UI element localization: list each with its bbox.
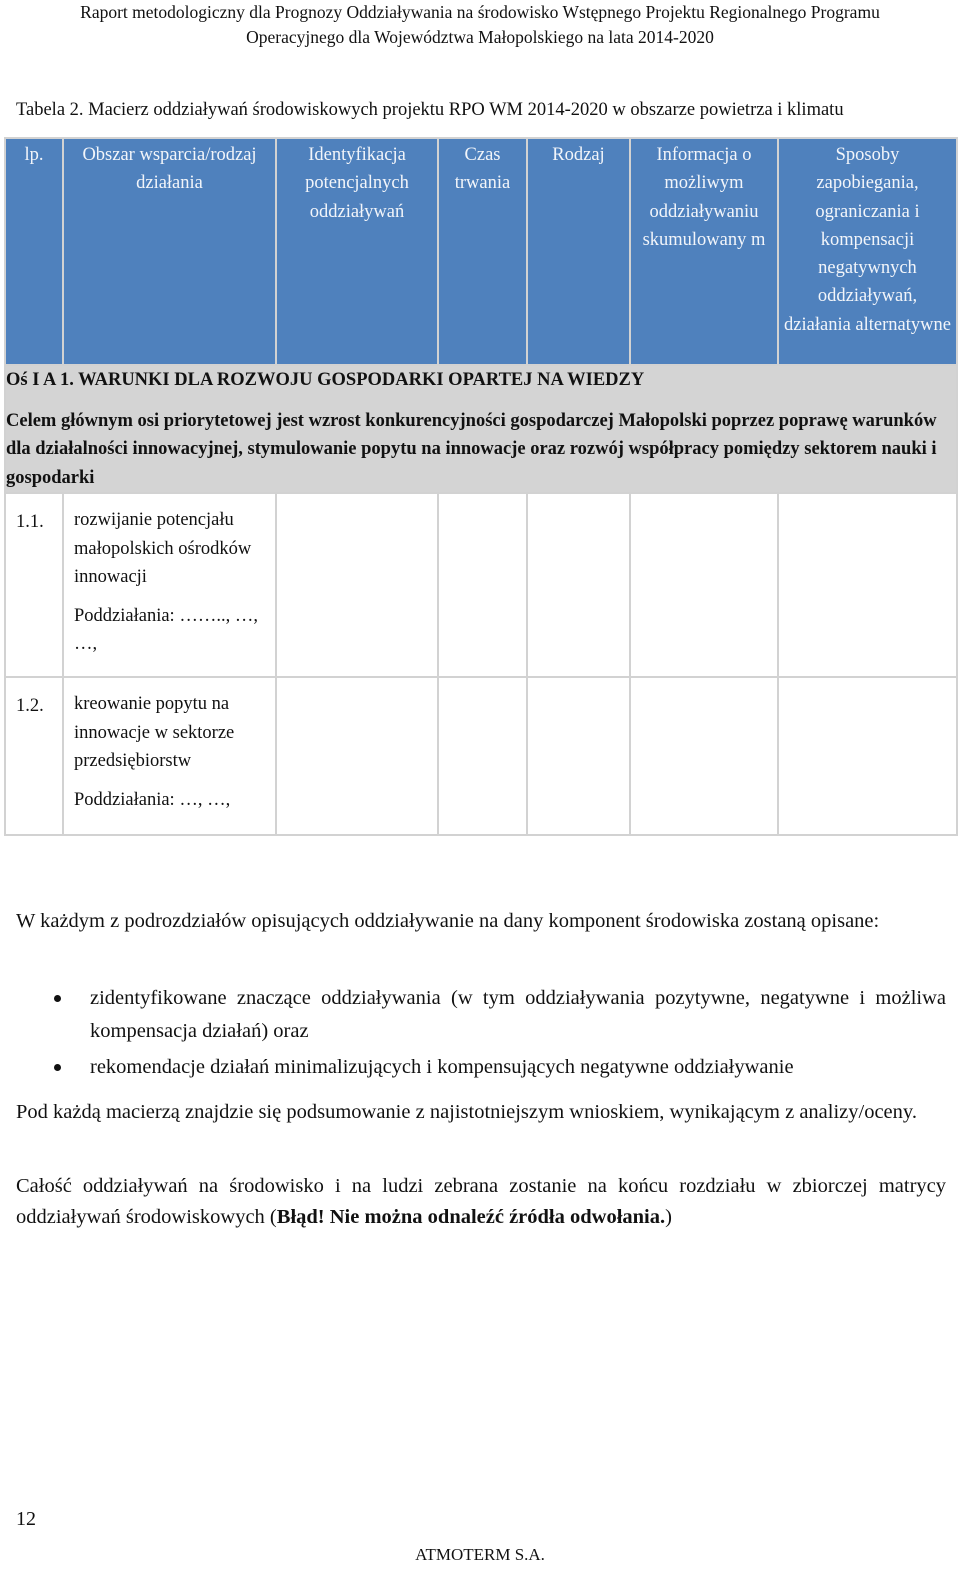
axis-row xyxy=(5,365,957,493)
axis-title: Oś I A 1. WARUNKI DLA ROZWOJU GOSPODARKI OPARTEJ NA WIEDZY xyxy=(6,370,645,390)
empty-cell xyxy=(778,677,957,835)
header-line-2: Operacyjnego dla Województwa Małopolskiego na lata 2014-2020 xyxy=(246,27,714,47)
bullet-list xyxy=(16,982,946,1087)
empty-cell xyxy=(276,677,438,835)
empty-cell xyxy=(276,493,438,677)
axis-cell xyxy=(5,365,957,493)
impact-matrix-table xyxy=(4,137,958,836)
paragraph-collective: Całość oddziaływań na środowisko i na ludzi zebrana zostanie na końcu rozdziału w zbiorczej matrycy oddziaływań środowiskowych (Błąd! Nie można odnaleźć źródła odwołania.) xyxy=(16,1175,946,1228)
table-caption: Tabela 2. Macierz oddziaływań środowiskowych projektu RPO WM 2014-2020 w obszarze powietrza i klimatu xyxy=(16,100,844,120)
row-subactions: Poddziałania: …….., …, …, xyxy=(74,605,258,654)
empty-cell xyxy=(438,677,527,835)
header-cell-cumulative: Informacja o możliwym oddziaływaniu skumulowany m xyxy=(630,138,778,365)
list-item: rekomendacje działań minimalizujących i kompensujących negatywne oddziaływanie xyxy=(16,1051,946,1084)
empty-cell xyxy=(630,677,778,835)
paragraph-intro: W każdym z podrozdziałów opisujących oddziaływanie na dany komponent środowiska zostaną opisane: xyxy=(16,910,880,932)
header-cell-area: Obszar wsparcia/rodzaj działania xyxy=(63,138,276,365)
row-subactions: Poddziałania: …, …, xyxy=(74,789,231,810)
empty-cell xyxy=(438,493,527,677)
header-cell-duration: Czas trwania xyxy=(438,138,527,365)
row-description: kreowanie popytu na innowacje w sektorze przedsiębiorstw Poddziałania: …, …, xyxy=(63,677,276,835)
header-cell-type: Rodzaj xyxy=(527,138,630,365)
row-lp: 1.1. xyxy=(5,493,63,677)
row-lp: 1.2. xyxy=(5,677,63,835)
reference-error: Błąd! Nie można odnaleźć źródła odwołania. xyxy=(276,1206,666,1228)
bullet-icon xyxy=(54,1064,61,1071)
table-row xyxy=(5,493,957,677)
header-cell-identification: Identyfikacja potencjalnych oddziaływań xyxy=(276,138,438,365)
page-footer: ATMOTERM S.A. xyxy=(415,1545,545,1564)
header-cell-mitigation: Sposoby zapobiegania, ograniczania i kompensacji negatywnych oddziaływań, działania alternatywne xyxy=(778,138,957,365)
empty-cell xyxy=(527,677,630,835)
empty-cell xyxy=(630,493,778,677)
row-description: rozwijanie potencjału małopolskich ośrodków innowacji Poddziałania: …….., …, …, xyxy=(63,493,276,677)
empty-cell xyxy=(778,493,957,677)
page-number: 12 xyxy=(16,1508,36,1530)
header-line-1: Raport metodologiczny dla Prognozy Oddziaływania na środowisko Wstępnego Projektu Regionalnego Programu xyxy=(80,2,880,22)
header-cell-lp: lp. xyxy=(5,138,63,365)
list-item: zidentyfikowane znaczące oddziaływania (w tym oddziaływania pozytywne, negatywne i możliwa kompensacja działań) oraz xyxy=(16,982,946,1048)
table-row xyxy=(5,677,957,835)
axis-goal: Celem głównym osi priorytetowej jest wzrost konkurencyjności gospodarczej Małopolski poprzez poprawę warunków dla działalności innowacyjnej, stymulowanie popytu na innowacje oraz rozwój współpracy pomiędzy sektorem nauki i gospodarki xyxy=(6,410,937,488)
bullet-icon xyxy=(54,995,61,1002)
empty-cell xyxy=(527,493,630,677)
table-header-row xyxy=(5,138,957,365)
running-header xyxy=(0,0,960,50)
paragraph-summary: Pod każdą macierzą znajdzie się podsumowanie z najistotniejszym wnioskiem, wynikającym z analizy/oceny. xyxy=(16,1101,917,1123)
